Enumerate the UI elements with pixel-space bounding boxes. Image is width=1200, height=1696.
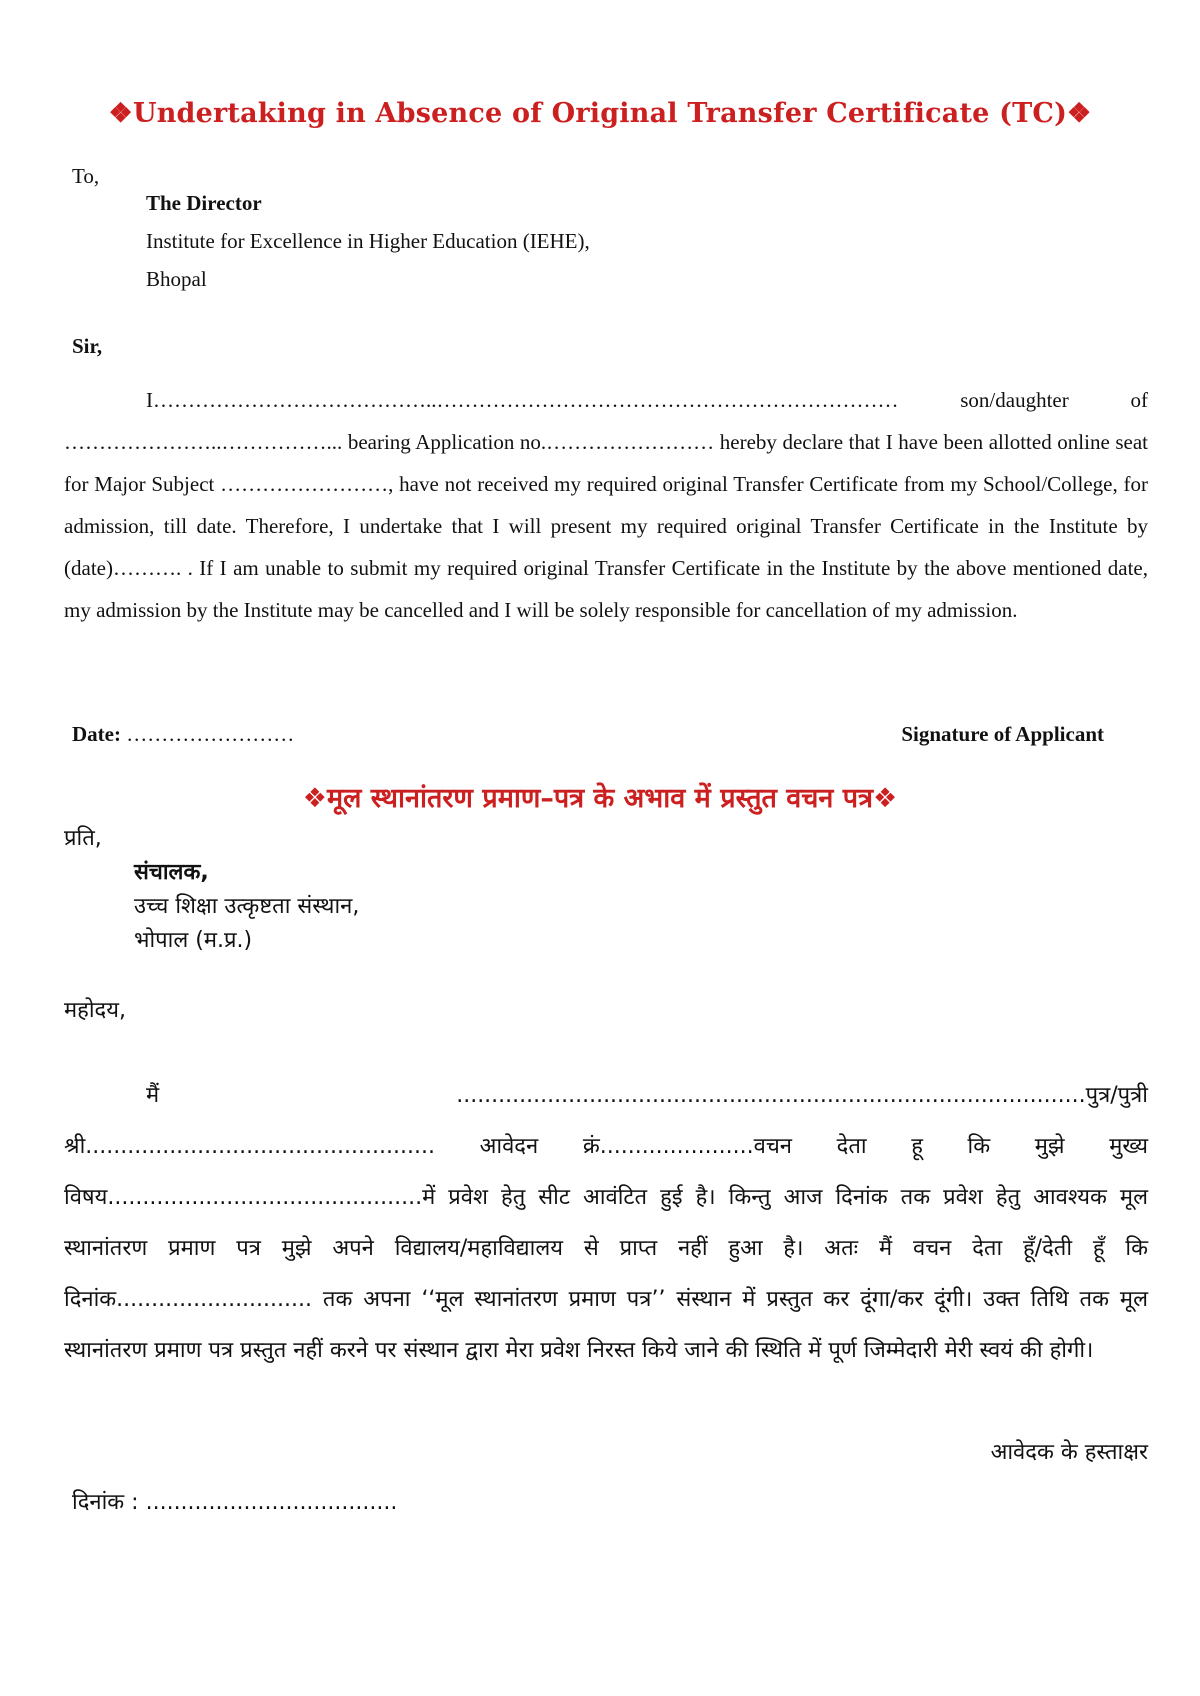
hindi-date-line <box>72 1486 397 1516</box>
hindi-body <box>64 1070 1148 1376</box>
hindi-date-label: दिनांक : <box>72 1490 139 1515</box>
english-to: To, <box>72 164 100 188</box>
english-date-dots: …………………… <box>126 722 295 746</box>
english-city: Bhopal <box>146 267 207 291</box>
hindi-recipient-title: संचालक, <box>134 860 209 885</box>
hindi-signature: आवेदक के हस्ताक्षर <box>990 1440 1148 1465</box>
hindi-body-text: मैं ..........................................................................................पुत्र/पुत्री श्री.................................................. आवेदन क्रं......................वचन देता हू कि मुझे मुख्य विषय.............................................में प्रवेश हेतु सीट आवंटित हुई है। किन्तु आज दिनांक तक प्रवेश हेतु आवश्यक मूल स्थानांतरण प्रमाण पत्र मुझे अपने विद्यालय/महाविद्यालय से प्राप्त नहीं हुआ है। अतः मैं वचन देता हूँ/देती हूँ कि दिनांक............................ तक अपना ‘‘मूल स्थानांतरण प्रमाण पत्र’’ संस्थान में प्रस्तुत कर दूंगा/कर दूंगी। उक्त तिथि तक मूल स्थानांतरण प्रमाण पत्र प्रस्तुत नहीं करने पर संस्थान द्वारा मेरा प्रवेश निरस्त किये जाने की स्थिति में पूर्ण जिम्मेदारी मेरी स्वयं की होगी। <box>64 1083 1148 1363</box>
hindi-title: ❖मूल स्थानांतरण प्रमाण–पत्र के अभाव में प्रस्तुत वचन पत्र❖ <box>302 783 898 814</box>
english-title: ❖Undertaking in Absence of Original Transfer Certificate (TC)❖ <box>108 98 1092 129</box>
hindi-salutation: महोदय, <box>64 998 126 1023</box>
hindi-city: भोपाल (म.प्र.) <box>134 928 253 953</box>
english-recipient-title: The Director <box>146 191 262 215</box>
english-institute: Institute for Excellence in Higher Education (IEHE), <box>146 229 590 253</box>
english-date-label: Date: <box>72 722 121 746</box>
english-salutation: Sir, <box>72 334 103 358</box>
hindi-date-dots: .................................... <box>145 1490 398 1515</box>
english-date-line <box>72 722 294 747</box>
english-signature: Signature of Applicant <box>901 722 1104 746</box>
english-body <box>64 379 1148 631</box>
hindi-to: प्रति, <box>64 826 102 851</box>
english-body-text: I…………………………………..………………………………………………………… son/daughter of …………………..……………... bearing Application no.…………………… hereby declare that I have been allotted online seat for Major Subject ……………………, have not received my required original Transfer Certificate from my School/College, for admission, till date. Therefore, I undertake that I will present my required original Transfer Certificate in the Institute by (date)………. . If I am unable to submit my required original Transfer Certificate in the Institute by the above mentioned date, my admission by the Institute may be cancelled and I will be solely responsible for cancellation of my admission. <box>64 388 1148 622</box>
hindi-institute: उच्च शिक्षा उत्कृष्टता संस्थान, <box>134 894 360 919</box>
